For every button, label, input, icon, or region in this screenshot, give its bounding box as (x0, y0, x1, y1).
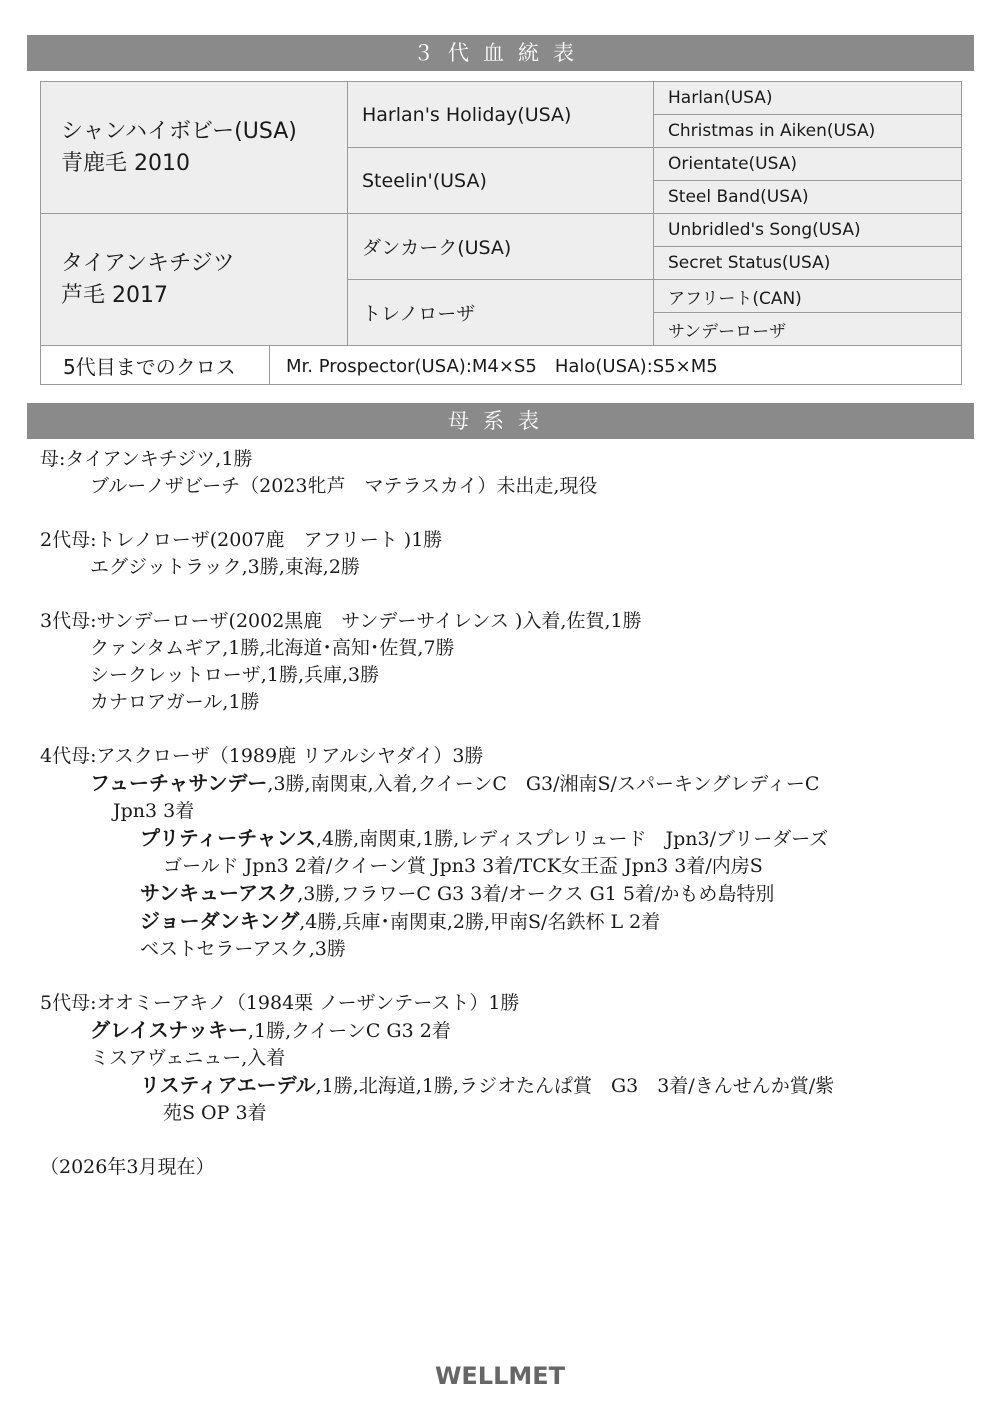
offspring-line: ベストセラーアスク,3勝 (140, 938, 346, 960)
second-dam-line: 2代母:トレノローザ(2007鹿 アフリート )1勝 (40, 529, 443, 551)
offspring-line: カナロアガール,1勝 (90, 691, 260, 713)
sire-sire-cell: Harlan's Holiday(USA) (348, 82, 654, 148)
pedigree-title: ３代血統表 (413, 41, 588, 65)
family-title-bar (27, 403, 974, 439)
sire-name: シャンハイボビー(USA) (61, 118, 297, 144)
horse-name-bold: リスティアエーデル (140, 1073, 316, 1097)
offspring-line-cont: 苑S OP 3着 (163, 1102, 267, 1124)
dam-info: 芦毛 2017 (61, 282, 168, 308)
pedigree-title-bar (27, 35, 974, 71)
date-note: （2026年3月現在） (40, 1156, 215, 1178)
sire-cell (41, 82, 348, 214)
g3-cell: Steel Band(USA) (654, 181, 962, 214)
g3-cell: Christmas in Aiken(USA) (654, 115, 962, 148)
offspring-line-cont: Jpn3 3着 (113, 800, 195, 822)
offspring-line (40, 825, 970, 853)
g3-cell: Secret Status(USA) (654, 247, 962, 280)
offspring-line (40, 880, 970, 908)
offspring-line: ミスアヴェニュー,入着 (90, 1047, 286, 1069)
cross-value: Mr. Prospector(USA):M4×S5 Halo(USA):S5×M5 (270, 346, 962, 385)
horse-name-bold: サンキューアスク (140, 881, 298, 905)
sire-dam-cell: Steelin'(USA) (348, 148, 654, 214)
offspring-line (40, 770, 970, 798)
offspring-line-cont: ゴールド Jpn3 2着/クイーン賞 Jpn3 3着/TCK女王盃 Jpn3 3着/内房S (163, 855, 763, 877)
fourth-dam-line: 4代母:アスクローザ（1989鹿 リアルシヤダイ）3勝 (40, 745, 484, 767)
g3-cell: Harlan(USA) (654, 82, 962, 115)
horse-name-bold: プリティーチャンス (140, 826, 316, 850)
record-text: ,1勝,クイーンC G3 2着 (248, 1020, 451, 1042)
g3-cell: アフリート(CAN) (654, 280, 962, 313)
third-dam-line: 3代母:サンデーローザ(2002黒鹿 サンデーサイレンス )入着,佐賀,1勝 (40, 610, 642, 632)
offspring-line (40, 1072, 970, 1100)
offspring-line (40, 908, 970, 936)
record-text: ,3勝,フラワーC G3 3着/オークス G1 5着/かもめ島特別 (297, 883, 775, 905)
horse-name-bold: ジョーダンキング (140, 909, 300, 933)
wellmet-logo: WELLMET (434, 1362, 566, 1390)
horse-name-bold: グレイスナッキー (90, 1018, 248, 1042)
offspring-line: シークレットローザ,1勝,兵庫,3勝 (90, 664, 380, 686)
dam-dam-cell: トレノローザ (348, 280, 654, 346)
sire-info: 青鹿毛 2010 (61, 150, 190, 176)
record-text: ,4勝,南関東,1勝,レディスプレリュード Jpn3/ブリーダーズ (316, 828, 829, 850)
record-text: ,1勝,北海道,1勝,ラジオたんぱ賞 G3 3着/きんせんか賞/紫 (315, 1075, 835, 1097)
record-text: ,3勝,南関東,入着,クイーンC G3/湘南S/スパーキングレディーC (267, 773, 820, 795)
offspring-line: ブルーノザビーチ（2023牝芦 マテラスカイ）未出走,現役 (90, 475, 598, 497)
dam-cell (41, 214, 348, 346)
horse-name-bold: フューチャサンデー (90, 771, 268, 795)
dam-name: タイアンキチジツ (61, 250, 235, 276)
family-title: 母系表 (448, 409, 553, 433)
cross-label: 5代目までのクロス (41, 346, 270, 385)
pedigree-table (40, 81, 962, 385)
offspring-line (40, 1017, 970, 1045)
dam-sire-cell: ダンカーク(USA) (348, 214, 654, 280)
g3-cell: サンデーローザ (654, 313, 962, 346)
g3-cell: Orientate(USA) (654, 148, 962, 181)
g3-cell: Unbridled's Song(USA) (654, 214, 962, 247)
fifth-dam-line: 5代母:オオミーアキノ（1984栗 ノーザンテースト）1勝 (40, 992, 520, 1014)
family-table (40, 446, 970, 1181)
record-text: ,4勝,兵庫･南関東,2勝,甲南S/名鉄杯 L 2着 (299, 911, 661, 933)
dam-line: 母:タイアンキチジツ,1勝 (40, 448, 253, 470)
offspring-line: エグジットラック,3勝,東海,2勝 (90, 556, 360, 578)
offspring-line: クァンタムギア,1勝,北海道･高知･佐賀,7勝 (90, 637, 455, 659)
